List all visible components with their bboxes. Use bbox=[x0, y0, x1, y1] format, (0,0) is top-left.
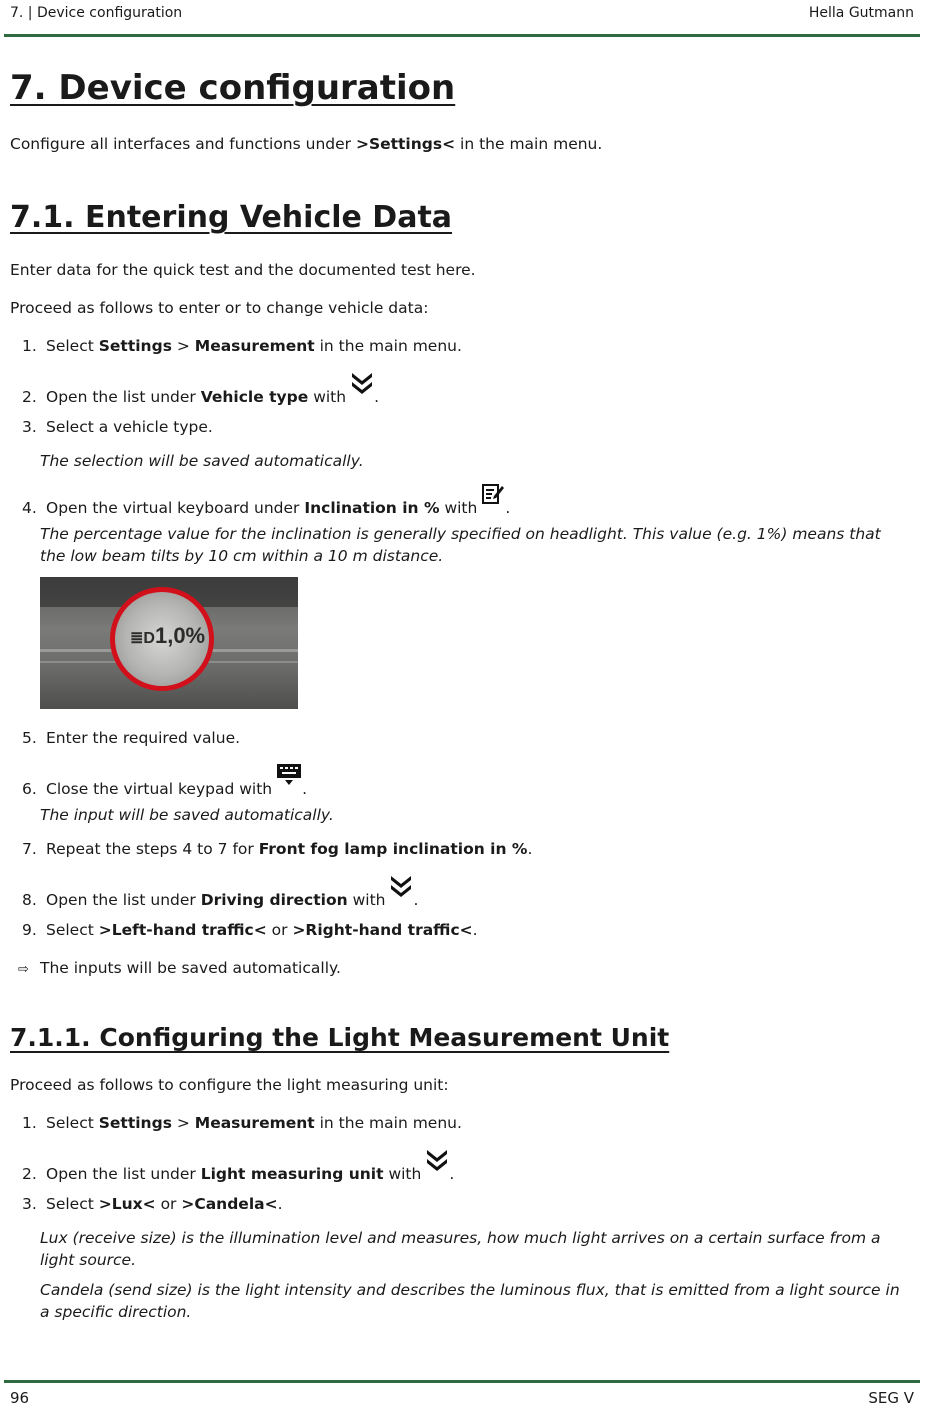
header-chapter: 7. | Device configuration bbox=[10, 5, 183, 21]
step-item: 2. Open the list under Light measuring unit with . bbox=[22, 1148, 454, 1183]
low-beam-icon: ≣D bbox=[130, 630, 155, 647]
step-item: 6. Close the virtual keypad with . bbox=[22, 763, 307, 798]
result-line: ⇨ The inputs will be saved automatically. bbox=[18, 959, 341, 977]
step-item: 1. Select Settings > Measurement in the main menu. bbox=[22, 337, 462, 355]
edit-icon bbox=[481, 482, 505, 510]
page-footer bbox=[4, 1380, 920, 1407]
step-item: 3. Select a vehicle type. bbox=[22, 418, 213, 436]
section-paragraph: Proceed as follows to configure the light measuring unit: bbox=[10, 1076, 449, 1094]
section-paragraph: Proceed as follows to enter or to change vehicle data: bbox=[10, 299, 429, 317]
page-header bbox=[4, 0, 920, 37]
keyboard-close-icon bbox=[276, 763, 302, 791]
double-chevron-down-icon bbox=[425, 1148, 449, 1176]
double-chevron-down-icon bbox=[350, 371, 374, 399]
page-number: 96 bbox=[10, 1389, 30, 1407]
chapter-title: 7. Device configuration bbox=[10, 68, 456, 108]
step-note: The selection will be saved automatically. bbox=[40, 452, 364, 470]
step-note: Candela (send size) is the light intensity and describes the luminous flux, that is emitted from a light source in a specific direction. bbox=[40, 1281, 900, 1321]
step-item: 2. Open the list under Vehicle type with . bbox=[22, 371, 379, 406]
subsection-title: 7.1.1. Configuring the Light Measurement Unit bbox=[10, 1023, 670, 1052]
step-note: Lux (receive size) is the illumination level and measures, how much light arrives on a certain surface from a light source. bbox=[40, 1229, 881, 1269]
result-arrow-icon: ⇨ bbox=[18, 962, 29, 977]
headlight-inclination-photo bbox=[40, 577, 298, 709]
section-paragraph: Enter data for the quick test and the documented test here. bbox=[10, 261, 476, 279]
step-note: The input will be saved automatically. bbox=[40, 806, 334, 824]
step-item: 3. Select >Lux< or >Candela<. bbox=[22, 1195, 283, 1213]
intro-paragraph: Configure all interfaces and functions under >Settings< in the main menu. bbox=[10, 135, 603, 153]
step-note: The percentage value for the inclination is generally specified on headlight. This value (e.g. 1%) means that the low beam tilts by 10 cm within a 10 m distance. bbox=[40, 525, 881, 565]
step-item: 1. Select Settings > Measurement in the main menu. bbox=[22, 1114, 462, 1132]
step-item: 9. Select >Left-hand traffic< or >Right-hand traffic<. bbox=[22, 921, 478, 939]
inclination-label: ≣D1,0% bbox=[130, 623, 206, 648]
step-item: 8. Open the list under Driving direction with . bbox=[22, 874, 418, 909]
step-item: 4. Open the virtual keyboard under Inclination in % with . bbox=[22, 482, 510, 517]
step-item: 7. Repeat the steps 4 to 7 for Front fog lamp inclination in %. bbox=[22, 840, 533, 858]
section-title: 7.1. Entering Vehicle Data bbox=[10, 200, 453, 235]
product-name: SEG V bbox=[868, 1389, 914, 1407]
header-brand: Hella Gutmann bbox=[808, 5, 914, 21]
step-item: 5. Enter the required value. bbox=[22, 729, 241, 747]
double-chevron-down-icon bbox=[389, 874, 413, 902]
